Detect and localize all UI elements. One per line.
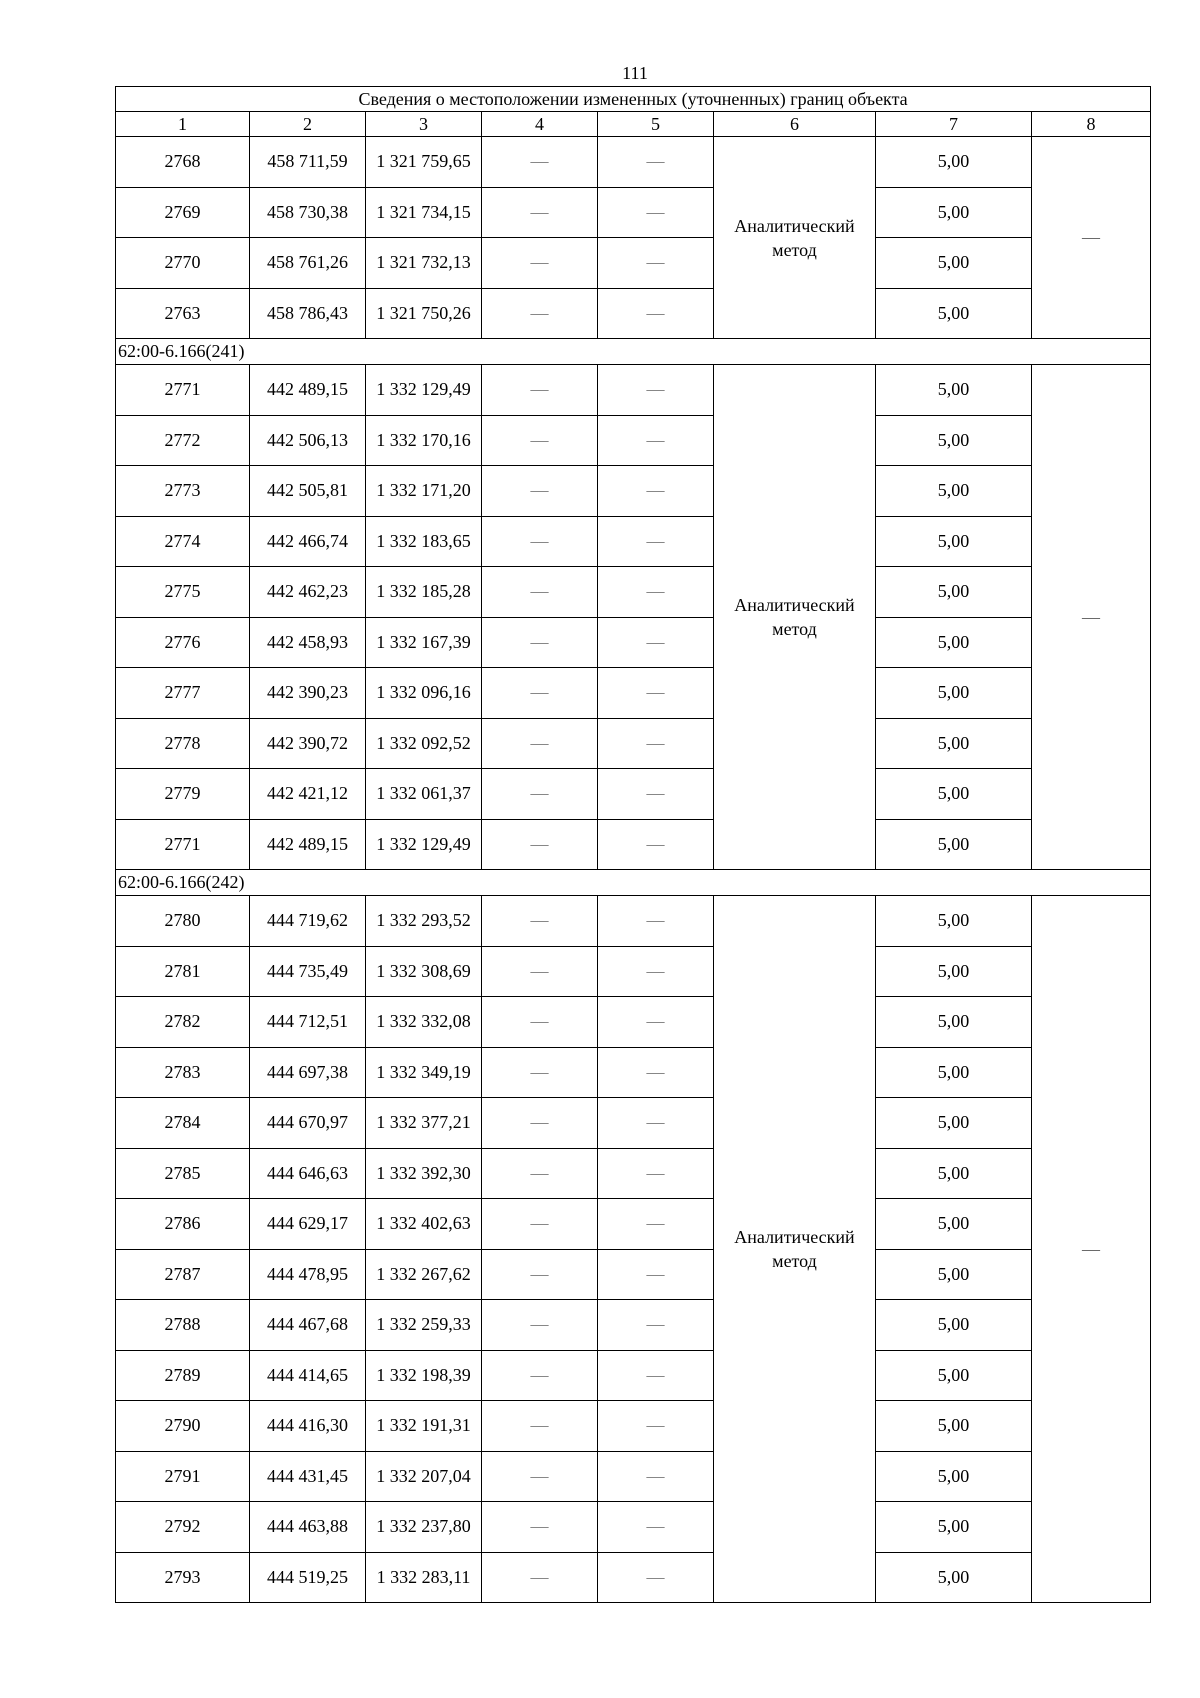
table-row (116, 1098, 1151, 1149)
col5-cell: — (598, 718, 714, 769)
y-coordinate-cell: 1 321 750,26 (366, 288, 482, 339)
x-coordinate-cell: 442 462,23 (250, 567, 366, 618)
method-text-line: Аналитический (734, 215, 855, 236)
table-row (116, 819, 1151, 870)
col8-cell: — (1032, 896, 1151, 1603)
x-coordinate-cell: 444 697,38 (250, 1047, 366, 1098)
point-number-cell: 2785 (116, 1148, 250, 1199)
col5-cell: — (598, 896, 714, 947)
column-number: 8 (1032, 112, 1151, 137)
x-coordinate-cell: 444 629,17 (250, 1199, 366, 1250)
x-coordinate-cell: 442 458,93 (250, 617, 366, 668)
point-number-cell: 2784 (116, 1098, 250, 1149)
parcel-section-label: 62:00-6.166(241) (116, 339, 1151, 365)
accuracy-cell: 5,00 (876, 415, 1032, 466)
boundary-coordinates-table (115, 86, 1151, 1603)
x-coordinate-cell: 442 390,72 (250, 718, 366, 769)
page-number: 111 (622, 63, 648, 83)
point-number-cell: 2782 (116, 997, 250, 1048)
col4-cell: — (482, 946, 598, 997)
y-coordinate-cell: 1 332 167,39 (366, 617, 482, 668)
col4-cell: — (482, 1199, 598, 1250)
point-number-cell: 2793 (116, 1552, 250, 1603)
table-row (116, 238, 1151, 289)
col4-cell: — (482, 415, 598, 466)
accuracy-cell: 5,00 (876, 1047, 1032, 1098)
table-row (116, 1148, 1151, 1199)
point-number-cell: 2779 (116, 769, 250, 820)
table-row (116, 187, 1151, 238)
table-row (116, 946, 1151, 997)
accuracy-cell: 5,00 (876, 1148, 1032, 1199)
point-number-cell: 2768 (116, 137, 250, 188)
col5-cell: — (598, 617, 714, 668)
point-number-cell: 2786 (116, 1199, 250, 1250)
col4-cell: — (482, 668, 598, 719)
point-number-cell: 2789 (116, 1350, 250, 1401)
table-row (116, 288, 1151, 339)
y-coordinate-cell: 1 332 198,39 (366, 1350, 482, 1401)
y-coordinate-cell: 1 332 259,33 (366, 1300, 482, 1351)
accuracy-cell: 5,00 (876, 288, 1032, 339)
column-number: 1 (116, 112, 250, 137)
col4-cell: — (482, 617, 598, 668)
method-cell (714, 365, 876, 870)
col4-cell: — (482, 1047, 598, 1098)
column-number: 5 (598, 112, 714, 137)
x-coordinate-cell: 444 646,63 (250, 1148, 366, 1199)
col4-cell: — (482, 187, 598, 238)
column-number-row (116, 112, 1151, 137)
point-number-cell: 2771 (116, 819, 250, 870)
y-coordinate-cell: 1 332 207,04 (366, 1451, 482, 1502)
col4-cell: — (482, 718, 598, 769)
col4-cell: — (482, 567, 598, 618)
y-coordinate-cell: 1 321 734,15 (366, 187, 482, 238)
x-coordinate-cell: 444 416,30 (250, 1401, 366, 1452)
col5-cell: — (598, 1148, 714, 1199)
accuracy-cell: 5,00 (876, 466, 1032, 517)
point-number-cell: 2772 (116, 415, 250, 466)
col4-cell: — (482, 365, 598, 416)
accuracy-cell: 5,00 (876, 718, 1032, 769)
col4-cell: — (482, 896, 598, 947)
point-number-cell: 2790 (116, 1401, 250, 1452)
table-row (116, 997, 1151, 1048)
accuracy-cell: 5,00 (876, 1300, 1032, 1351)
col5-cell: — (598, 1451, 714, 1502)
y-coordinate-cell: 1 332 183,65 (366, 516, 482, 567)
x-coordinate-cell: 458 730,38 (250, 187, 366, 238)
x-coordinate-cell: 442 505,81 (250, 466, 366, 517)
point-number-cell: 2792 (116, 1502, 250, 1553)
x-coordinate-cell: 458 786,43 (250, 288, 366, 339)
col5-cell: — (598, 1199, 714, 1250)
accuracy-cell: 5,00 (876, 1199, 1032, 1250)
table-row (116, 1300, 1151, 1351)
table-title: Сведения о местоположении измененных (уточненных) границ объекта (116, 87, 1151, 112)
method-text-line: метод (772, 1251, 817, 1271)
accuracy-cell: 5,00 (876, 819, 1032, 870)
col5-cell: — (598, 466, 714, 517)
accuracy-cell: 5,00 (876, 1451, 1032, 1502)
x-coordinate-cell: 444 431,45 (250, 1451, 366, 1502)
col4-cell: — (482, 1502, 598, 1553)
table-row (116, 896, 1151, 947)
x-coordinate-cell: 444 670,97 (250, 1098, 366, 1149)
column-number: 2 (250, 112, 366, 137)
col4-cell: — (482, 1098, 598, 1149)
x-coordinate-cell: 444 467,68 (250, 1300, 366, 1351)
col4-cell: — (482, 1552, 598, 1603)
y-coordinate-cell: 1 332 129,49 (366, 365, 482, 416)
col5-cell: — (598, 946, 714, 997)
col5-cell: — (598, 1502, 714, 1553)
col5-cell: — (598, 1300, 714, 1351)
table-row (116, 1350, 1151, 1401)
table-row (116, 415, 1151, 466)
col5-cell: — (598, 415, 714, 466)
col8-cell: — (1032, 365, 1151, 870)
col4-cell: — (482, 1401, 598, 1452)
x-coordinate-cell: 458 711,59 (250, 137, 366, 188)
table-row (116, 516, 1151, 567)
y-coordinate-cell: 1 332 061,37 (366, 769, 482, 820)
column-number: 4 (482, 112, 598, 137)
parcel-section-row (116, 339, 1151, 365)
method-text-line: Аналитический (734, 1227, 855, 1247)
accuracy-cell: 5,00 (876, 1401, 1032, 1452)
x-coordinate-cell: 444 478,95 (250, 1249, 366, 1300)
accuracy-cell: 5,00 (876, 1502, 1032, 1553)
col4-cell: — (482, 516, 598, 567)
col5-cell: — (598, 1249, 714, 1300)
col4-cell: — (482, 819, 598, 870)
col4-cell: — (482, 1451, 598, 1502)
col4-cell: — (482, 1350, 598, 1401)
y-coordinate-cell: 1 332 171,20 (366, 466, 482, 517)
accuracy-cell: 5,00 (876, 946, 1032, 997)
col5-cell: — (598, 1098, 714, 1149)
y-coordinate-cell: 1 332 377,21 (366, 1098, 482, 1149)
table-row (116, 668, 1151, 719)
accuracy-cell: 5,00 (876, 1098, 1032, 1149)
table-row (116, 1249, 1151, 1300)
col4-cell: — (482, 288, 598, 339)
x-coordinate-cell: 442 506,13 (250, 415, 366, 466)
x-coordinate-cell: 442 489,15 (250, 819, 366, 870)
col4-cell: — (482, 1148, 598, 1199)
y-coordinate-cell: 1 332 283,11 (366, 1552, 482, 1603)
y-coordinate-cell: 1 332 308,69 (366, 946, 482, 997)
table-row (116, 1401, 1151, 1452)
col5-cell: — (598, 238, 714, 289)
point-number-cell: 2788 (116, 1300, 250, 1351)
point-number-cell: 2791 (116, 1451, 250, 1502)
point-number-cell: 2763 (116, 288, 250, 339)
col5-cell: — (598, 819, 714, 870)
col4-cell: — (482, 137, 598, 188)
table-row (116, 1199, 1151, 1250)
x-coordinate-cell: 444 463,88 (250, 1502, 366, 1553)
col5-cell: — (598, 365, 714, 416)
column-number: 6 (714, 112, 876, 137)
accuracy-cell: 5,00 (876, 1552, 1032, 1603)
parcel-section-label: 62:00-6.166(242) (116, 870, 1151, 896)
y-coordinate-cell: 1 332 392,30 (366, 1148, 482, 1199)
point-number-cell: 2781 (116, 946, 250, 997)
point-number-cell: 2770 (116, 238, 250, 289)
y-coordinate-cell: 1 332 129,49 (366, 819, 482, 870)
col4-cell: — (482, 1300, 598, 1351)
accuracy-cell: 5,00 (876, 997, 1032, 1048)
col5-cell: — (598, 1047, 714, 1098)
accuracy-cell: 5,00 (876, 567, 1032, 618)
accuracy-cell: 5,00 (876, 617, 1032, 668)
point-number-cell: 2774 (116, 516, 250, 567)
accuracy-cell: 5,00 (876, 516, 1032, 567)
x-coordinate-cell: 442 466,74 (250, 516, 366, 567)
col5-cell: — (598, 516, 714, 567)
col5-cell: — (598, 1401, 714, 1452)
col8-cell: — (1032, 137, 1151, 339)
point-number-cell: 2783 (116, 1047, 250, 1098)
y-coordinate-cell: 1 332 191,31 (366, 1401, 482, 1452)
accuracy-cell: 5,00 (876, 896, 1032, 947)
col5-cell: — (598, 288, 714, 339)
x-coordinate-cell: 444 719,62 (250, 896, 366, 947)
col5-cell: — (598, 567, 714, 618)
table-row (116, 617, 1151, 668)
parcel-section-row (116, 870, 1151, 896)
point-number-cell: 2787 (116, 1249, 250, 1300)
col5-cell: — (598, 997, 714, 1048)
x-coordinate-cell: 442 489,15 (250, 365, 366, 416)
table-row (116, 769, 1151, 820)
accuracy-cell: 5,00 (876, 668, 1032, 719)
accuracy-cell: 5,00 (876, 1249, 1032, 1300)
table-row (116, 567, 1151, 618)
col4-cell: — (482, 238, 598, 289)
x-coordinate-cell: 458 761,26 (250, 238, 366, 289)
accuracy-cell: 5,00 (876, 769, 1032, 820)
y-coordinate-cell: 1 332 185,28 (366, 567, 482, 618)
point-number-cell: 2778 (116, 718, 250, 769)
col5-cell: — (598, 137, 714, 188)
y-coordinate-cell: 1 332 402,63 (366, 1199, 482, 1250)
x-coordinate-cell: 444 712,51 (250, 997, 366, 1048)
accuracy-cell: 5,00 (876, 238, 1032, 289)
method-text-line: Аналитический (734, 595, 855, 615)
x-coordinate-cell: 442 390,23 (250, 668, 366, 719)
col5-cell: — (598, 1350, 714, 1401)
table-row (116, 1502, 1151, 1553)
accuracy-cell: 5,00 (876, 1350, 1032, 1401)
y-coordinate-cell: 1 321 732,13 (366, 238, 482, 289)
col5-cell: — (598, 668, 714, 719)
table-row (116, 1047, 1151, 1098)
accuracy-cell: 5,00 (876, 187, 1032, 238)
table-title-row (116, 87, 1151, 112)
table-row (116, 1552, 1151, 1603)
method-text-line: метод (772, 239, 817, 260)
col5-cell: — (598, 187, 714, 238)
y-coordinate-cell: 1 321 759,65 (366, 137, 482, 188)
col5-cell: — (598, 769, 714, 820)
accuracy-cell: 5,00 (876, 137, 1032, 188)
table-row (116, 466, 1151, 517)
col4-cell: — (482, 997, 598, 1048)
column-number: 3 (366, 112, 482, 137)
y-coordinate-cell: 1 332 267,62 (366, 1249, 482, 1300)
table-row (116, 365, 1151, 416)
x-coordinate-cell: 444 519,25 (250, 1552, 366, 1603)
point-number-cell: 2777 (116, 668, 250, 719)
point-number-cell: 2771 (116, 365, 250, 416)
x-coordinate-cell: 442 421,12 (250, 769, 366, 820)
y-coordinate-cell: 1 332 237,80 (366, 1502, 482, 1553)
point-number-cell: 2773 (116, 466, 250, 517)
method-text-line: метод (772, 619, 817, 639)
y-coordinate-cell: 1 332 096,16 (366, 668, 482, 719)
y-coordinate-cell: 1 332 293,52 (366, 896, 482, 947)
col4-cell: — (482, 466, 598, 517)
col4-cell: — (482, 1249, 598, 1300)
point-number-cell: 2775 (116, 567, 250, 618)
table-row (116, 718, 1151, 769)
x-coordinate-cell: 444 735,49 (250, 946, 366, 997)
y-coordinate-cell: 1 332 092,52 (366, 718, 482, 769)
method-cell (714, 896, 876, 1603)
point-number-cell: 2769 (116, 187, 250, 238)
y-coordinate-cell: 1 332 170,16 (366, 415, 482, 466)
point-number-cell: 2780 (116, 896, 250, 947)
column-number: 7 (876, 112, 1032, 137)
point-number-cell: 2776 (116, 617, 250, 668)
table-row (116, 137, 1151, 188)
col5-cell: — (598, 1552, 714, 1603)
accuracy-cell: 5,00 (876, 365, 1032, 416)
method-cell (714, 137, 876, 339)
y-coordinate-cell: 1 332 349,19 (366, 1047, 482, 1098)
y-coordinate-cell: 1 332 332,08 (366, 997, 482, 1048)
table-row (116, 1451, 1151, 1502)
x-coordinate-cell: 444 414,65 (250, 1350, 366, 1401)
col4-cell: — (482, 769, 598, 820)
